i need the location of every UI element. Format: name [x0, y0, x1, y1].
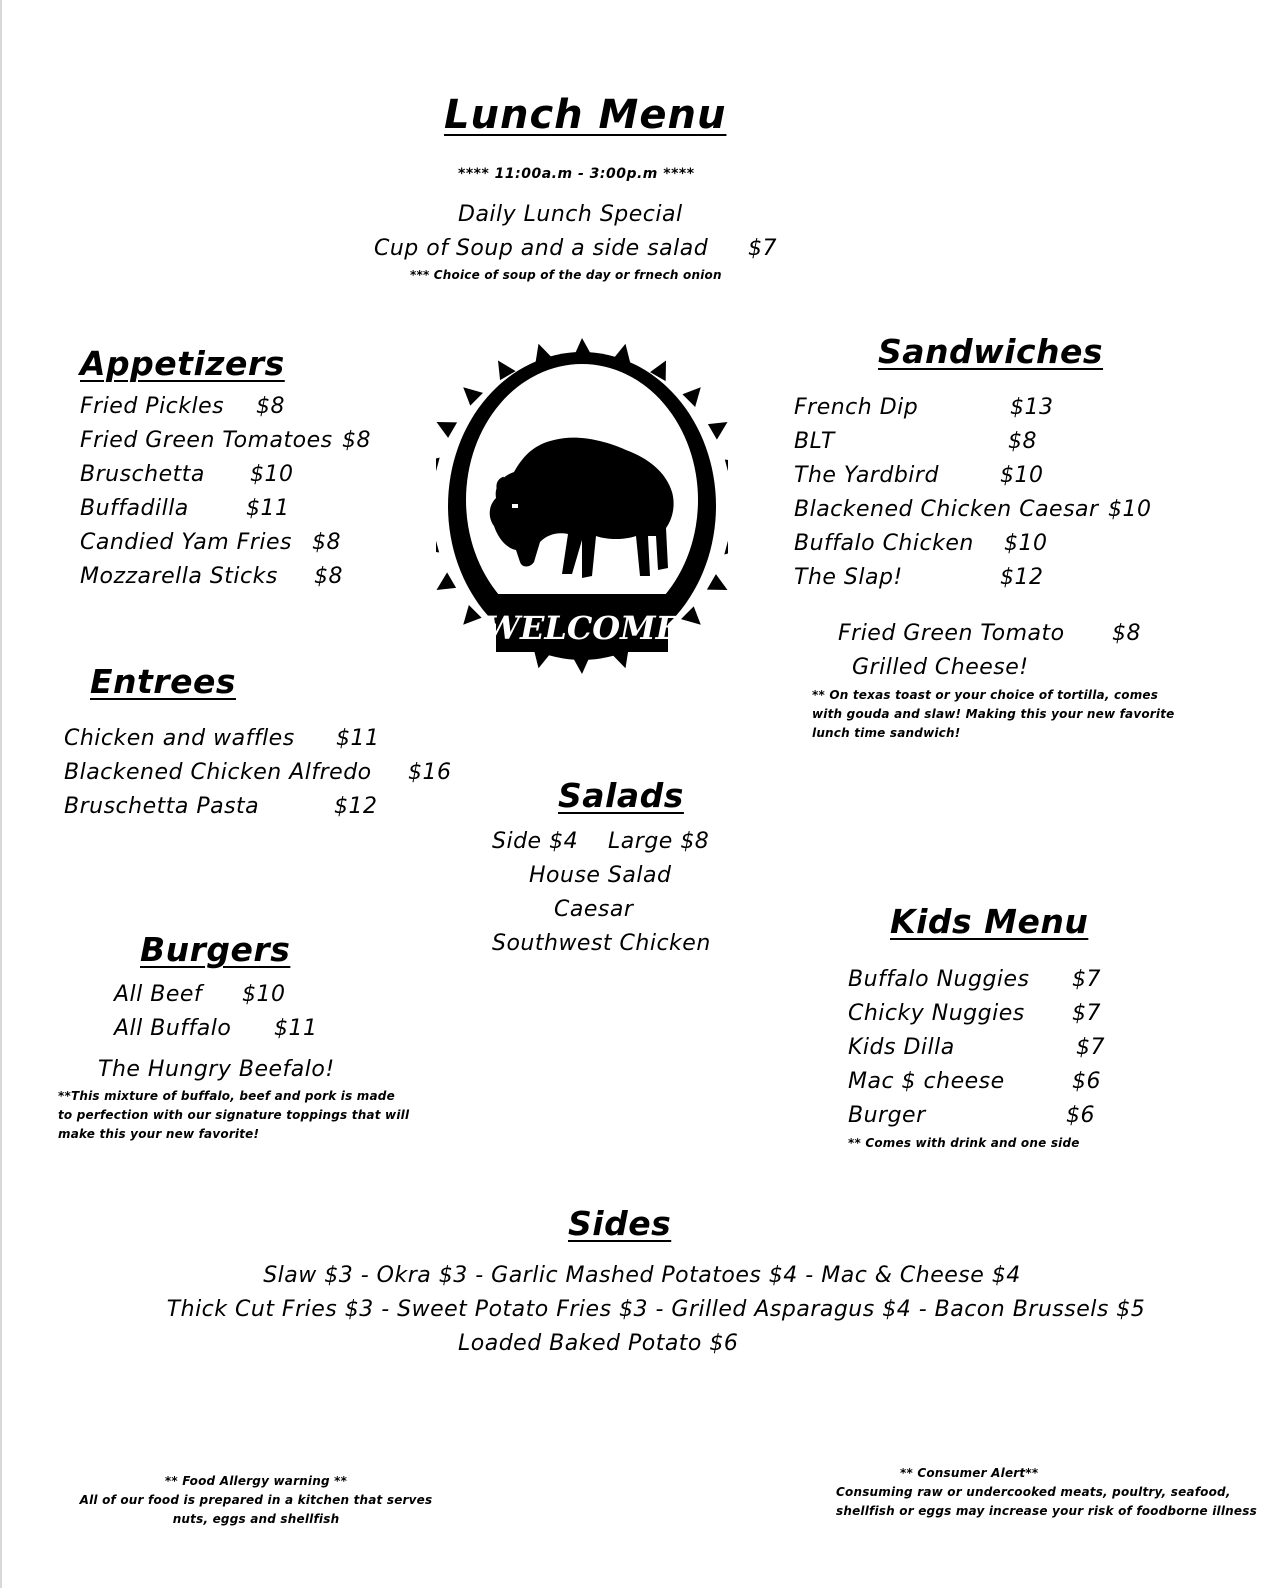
item-price: $13: [1010, 395, 1054, 420]
allergy-warning: [56, 1472, 456, 1529]
item-name: The Yardbird: [794, 463, 939, 488]
list-item: [64, 790, 464, 824]
item-price: $10: [250, 462, 294, 487]
list-item: [80, 560, 400, 594]
salads-heading: Salads: [558, 776, 684, 815]
item-price: $12: [334, 794, 378, 819]
notice-line: nuts, eggs and shellfish: [172, 1512, 340, 1526]
item-price: $11: [246, 496, 290, 521]
item-name: Blackened Chicken Caesar: [794, 497, 1099, 522]
entrees-list: [64, 722, 464, 824]
item-name: Blackened Chicken Alfredo: [64, 760, 372, 785]
item-name: The Slap!: [794, 565, 903, 590]
burgers-list: [114, 978, 374, 1046]
list-item: [64, 722, 464, 756]
sandwiches-list: [794, 391, 1154, 595]
item-price: $8: [256, 394, 285, 419]
notice-line: All of our food is prepared in a kitchen that serves: [79, 1493, 433, 1507]
item-price: $11: [336, 726, 380, 751]
sandwiches-heading: Sandwiches: [878, 332, 1104, 371]
item-name: Buffalo Chicken: [794, 531, 974, 556]
sandwich-special-price: $8: [1112, 621, 1141, 646]
item-price: $7: [1072, 967, 1101, 992]
list-item: [848, 997, 1128, 1031]
item-price: $8: [1008, 429, 1037, 454]
special-title: Daily Lunch Special: [458, 202, 683, 227]
item-name: Burger: [848, 1103, 926, 1128]
item-price: $7: [1076, 1035, 1105, 1060]
item-name: Buffalo Nuggies: [848, 967, 1030, 992]
list-item: [848, 963, 1128, 997]
item-price: $11: [274, 1016, 318, 1041]
item-name: Mac $ cheese: [848, 1069, 1005, 1094]
burger-note: [58, 1087, 409, 1144]
appetizers-list: [80, 390, 400, 594]
notice-line: shellfish or eggs may increase your risk of foodborne illness: [836, 1504, 1257, 1518]
sandwich-special-line2: Grilled Cheese!: [852, 655, 1029, 680]
kids-note: ** Comes with drink and one side: [848, 1136, 1080, 1150]
list-item: [794, 527, 1154, 561]
list-item: [114, 978, 374, 1012]
sides-line: Loaded Baked Potato $6: [458, 1331, 739, 1356]
item-price: $10: [242, 982, 286, 1007]
list-item: [794, 561, 1154, 595]
consumer-alert: [836, 1464, 1257, 1521]
special-item: Cup of Soup and a side salad: [374, 236, 709, 261]
item-price: $8: [342, 428, 371, 453]
list-item: [848, 1065, 1128, 1099]
salad-item: Southwest Chicken: [492, 931, 711, 956]
bison-sawblade-icon: [436, 336, 728, 676]
salad-item: House Salad: [529, 863, 672, 888]
item-name: Fried Pickles: [80, 394, 225, 419]
note-line: to perfection with our signature toppings that will: [58, 1108, 410, 1122]
note-line: make this your new favorite!: [58, 1127, 260, 1141]
kids-heading: Kids Menu: [890, 902, 1089, 941]
list-item: [848, 1031, 1128, 1065]
list-item: [80, 492, 400, 526]
burger-special: The Hungry Beefalo!: [98, 1057, 335, 1082]
item-name: Bruschetta Pasta: [64, 794, 260, 819]
list-item: [794, 459, 1154, 493]
list-item: [794, 391, 1154, 425]
menu-title: Lunch Menu: [444, 92, 727, 138]
sides-line: Thick Cut Fries $3 - Sweet Potato Fries $3 - Grilled Asparagus $4 - Bacon Brussels $5: [166, 1297, 1146, 1322]
item-price: $10: [1108, 497, 1152, 522]
sandwich-note: [812, 686, 1175, 743]
entrees-heading: Entrees: [90, 662, 236, 701]
item-price: $10: [1000, 463, 1044, 488]
item-price: $8: [312, 530, 341, 555]
salad-sizes: Side $4 Large $8: [492, 829, 710, 854]
item-name: Chicky Nuggies: [848, 1001, 1025, 1026]
sides-line: Slaw $3 - Okra $3 - Garlic Mashed Potatoes $4 - Mac & Cheese $4: [263, 1263, 1021, 1288]
item-price: $16: [408, 760, 452, 785]
list-item: [80, 526, 400, 560]
notice-line: Consuming raw or undercooked meats, poultry, seafood,: [836, 1485, 1231, 1499]
item-price: $6: [1066, 1103, 1095, 1128]
item-price: $6: [1072, 1069, 1101, 1094]
special-price: $7: [748, 236, 777, 261]
item-name: Mozzarella Sticks: [80, 564, 278, 589]
list-item: [80, 424, 400, 458]
note-line: with gouda and slaw! Making this your new favorite: [812, 707, 1175, 721]
note-line: **This mixture of buffalo, beef and pork is made: [58, 1089, 395, 1103]
welcome-label: WELCOME: [484, 609, 680, 647]
item-name: All Beef: [114, 982, 203, 1007]
sandwich-special-line1: Fried Green Tomato: [838, 621, 1065, 646]
note-line: lunch time sandwich!: [812, 726, 961, 740]
list-item: [794, 425, 1154, 459]
kids-list: [848, 963, 1128, 1133]
item-name: Kids Dilla: [848, 1035, 955, 1060]
list-item: [794, 493, 1154, 527]
burgers-heading: Burgers: [140, 930, 291, 969]
notice-line: ** Food Allergy warning **: [164, 1474, 348, 1488]
list-item: [80, 458, 400, 492]
item-price: $12: [1000, 565, 1044, 590]
list-item: [114, 1012, 374, 1046]
list-item: [64, 756, 464, 790]
note-line: ** On texas toast or your choice of tortilla, comes: [812, 688, 1159, 702]
item-name: Candied Yam Fries: [80, 530, 292, 555]
hours: **** 11:00a.m - 3:00p.m ****: [458, 166, 695, 182]
sides-heading: Sides: [568, 1204, 672, 1243]
list-item: [848, 1099, 1128, 1133]
item-price: $7: [1072, 1001, 1101, 1026]
item-name: Buffadilla: [80, 496, 189, 521]
item-name: Chicken and waffles: [64, 726, 295, 751]
page-edge-rule: [0, 0, 2, 1588]
notice-line: ** Consumer Alert**: [900, 1466, 1039, 1480]
item-name: French Dip: [794, 395, 919, 420]
item-name: All Buffalo: [114, 1016, 232, 1041]
list-item: [80, 390, 400, 424]
appetizers-heading: Appetizers: [80, 344, 285, 383]
item-price: $10: [1004, 531, 1048, 556]
special-note: *** Choice of soup of the day or frnech onion: [410, 268, 722, 282]
item-price: $8: [314, 564, 343, 589]
item-name: Bruschetta: [80, 462, 205, 487]
item-name: BLT: [794, 429, 835, 454]
item-name: Fried Green Tomatoes: [80, 428, 333, 453]
salad-item: Caesar: [554, 897, 634, 922]
